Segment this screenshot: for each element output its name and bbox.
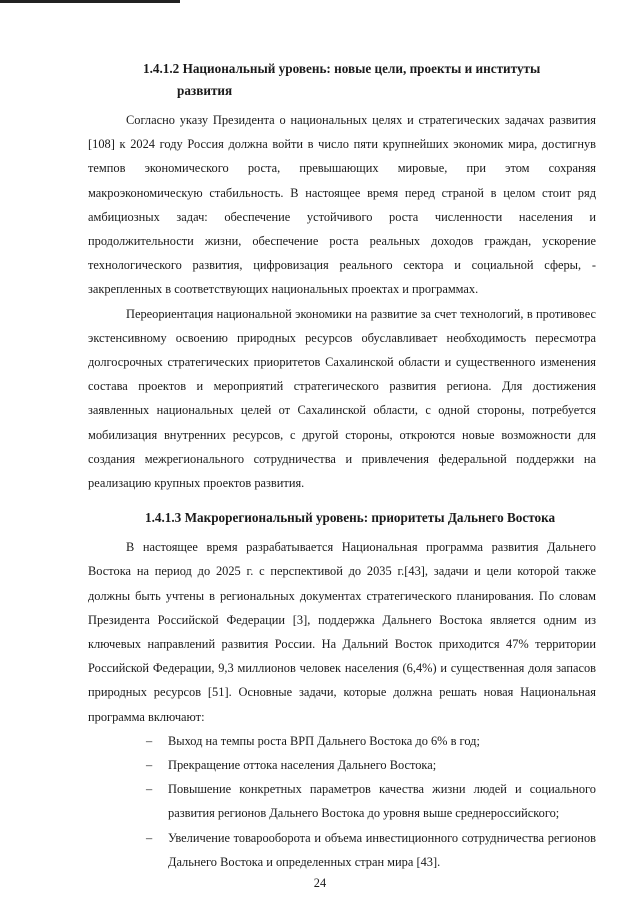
bullet-dash: – xyxy=(146,782,153,797)
paragraph-national-goals: Согласно указу Президента о национальных целях и стратегических задачах развития [108] к 2024 году Россия должна войти в число пяти крупнейших экономик мира, достигнув темпов экономического роста, превышающих мировые, при этом сохраняя макроэкономическую стабильность. В настоящее время перед страной в целом стоит ряд амбициозных задач: обеспечение устойчивого роста численности населения и продолжительности жизни, обеспечение роста реальных доходов граждан, ускорение технологического развития, цифровизация реального сектора и социальной сферы, - закрепленных в соответствующих национальных проектах и программах. xyxy=(88,113,596,297)
section-heading-continuation: развития xyxy=(177,83,233,98)
document-page xyxy=(88,58,596,874)
list-item-text: Увеличение товарооборота и объема инвестиционного сотрудничества регионов Дальнего Востока и определенных стран мира [43]. xyxy=(168,830,596,869)
bullet-dash: – xyxy=(146,733,153,748)
list-item-text: Повышение конкретных параметров качества жизни людей и социального развития регионов Дальнего Востока до уровня выше среднероссийского; xyxy=(168,782,596,821)
section-heading-1-4-1-3: 1.4.1.3 Макрорегиональный уровень: приоритеты Дальнего Востока xyxy=(145,510,556,526)
list-item-text: Прекращение оттока населения Дальнего Востока; xyxy=(168,758,437,773)
paragraph-far-east-program: В настоящее время разрабатывается Национальная программа развития Дальнего Востока на период до 2025 г. с перспективой до 2035 г.[43], задачи и цели которой также должны быть учтены в региональных документах стратегического планирования. По словам Президента Российской Федерации [3], поддержка Дальнего Востока является одним из ключевых направлений развития России. На Дальний Восток приходится 47% территории Российской Федерации, 9,3 миллионов человек населения (6,4%) и существенная доля запасов природных ресурсов [51]. Основные задачи, которые должна решать новая Национальная программа включают: xyxy=(88,540,596,724)
list-item xyxy=(146,826,596,874)
scan-top-border xyxy=(0,0,180,3)
bullet-dash: – xyxy=(146,758,153,773)
paragraph-economy-reorientation: Переориентация национальной экономики на развитие за счет технологий, в противовес экстенсивному освоению природных ресурсов обуславливает необходимость пересмотра долгосрочных стратегических приоритетов Сахалинской области и существенного изменения состава проектов и мероприятий стратегического развития региона. Для достижения заявленных национальных целей от Сахалинской области, с одной стороны, потребуется мобилизация внутренних ресурсов, с другой стороны, откроются новые возможности для создания межрегионального сотрудничества и привлечения федеральной поддержки на реализацию крупных проектов развития. xyxy=(88,306,596,491)
page-number: 24 xyxy=(313,876,327,890)
list-item xyxy=(146,753,596,777)
bullet-dash: – xyxy=(146,830,153,845)
list-item xyxy=(146,777,596,825)
list-item-text: Выход на темпы роста ВРП Дальнего Востока до 6% в год; xyxy=(168,733,480,748)
far-east-tasks-list xyxy=(88,729,596,874)
list-item xyxy=(146,729,596,753)
section-heading-text: 1.4.1.2 Национальный уровень: новые цели, проекты и институты xyxy=(143,61,541,76)
section-heading-1-4-1-2 xyxy=(88,58,596,102)
